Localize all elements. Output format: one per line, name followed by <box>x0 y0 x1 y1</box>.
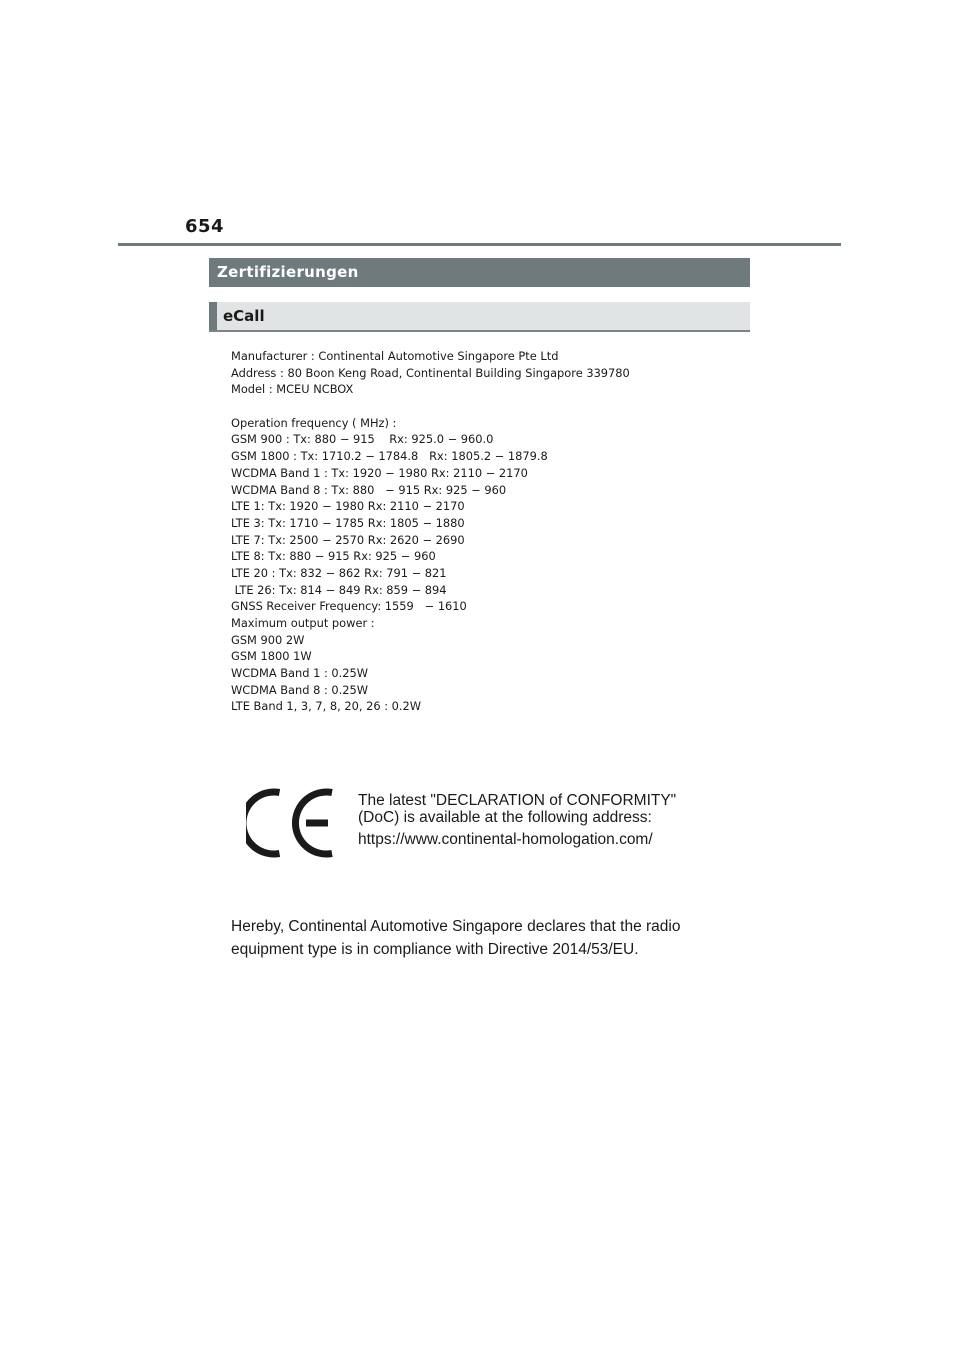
spec-list <box>231 348 751 715</box>
subsection-marker <box>209 302 217 330</box>
spec-line: LTE 20 : Tx: 832 − 862 Rx: 791 − 821 <box>231 565 447 580</box>
spec-line: GSM 900 : Tx: 880 − 915 Rx: 925.0 − 960.0 <box>231 432 494 447</box>
subsection-title: eCall <box>223 307 265 325</box>
spec-line <box>231 398 751 415</box>
declaration-line: Hereby, Continental Automotive Singapore declares that the radio <box>231 918 681 935</box>
spec-line: GSM 1800 1W <box>231 649 312 664</box>
doc-line: (DoC) is available at the following address: <box>358 808 652 826</box>
spec-line: LTE 26: Tx: 814 − 849 Rx: 859 − 894 <box>231 582 447 597</box>
spec-line: Maximum output power : <box>231 616 375 630</box>
spec-line: WCDMA Band 8 : Tx: 880 − 915 Rx: 925 − 960 <box>231 482 507 497</box>
spec-line: LTE 1: Tx: 1920 − 1980 Rx: 2110 − 2170 <box>231 499 465 514</box>
page-number: 654 <box>185 216 225 237</box>
spec-line: WCDMA Band 1 : 0.25W <box>231 666 369 681</box>
spec-line: Model : MCEU NCBOX <box>231 382 354 397</box>
spec-line: Operation frequency ( MHz) : <box>231 415 397 430</box>
spec-line: Address : 80 Boon Keng Road, Continental Building Singapore 339780 <box>231 365 630 380</box>
declaration-text <box>231 915 751 961</box>
ce-mark-icon <box>246 786 336 860</box>
spec-line: LTE 8: Tx: 880 − 915 Rx: 925 − 960 <box>231 549 436 564</box>
header-rule <box>118 243 841 246</box>
spec-line: GNSS Receiver Frequency: 1559 − 1610 <box>231 599 467 614</box>
subsection-heading <box>209 302 750 332</box>
spec-line: LTE Band 1, 3, 7, 8, 20, 26 : 0.2W <box>231 699 422 714</box>
spec-line: WCDMA Band 1 : Tx: 1920 − 1980 Rx: 2110 − 2170 <box>231 465 528 480</box>
spec-line: LTE 7: Tx: 2500 − 2570 Rx: 2620 − 2690 <box>231 532 465 547</box>
doc-notice <box>358 793 718 849</box>
spec-line: LTE 3: Tx: 1710 − 1785 Rx: 1805 − 1880 <box>231 515 465 530</box>
section-heading: Zertifizierungen <box>209 258 750 287</box>
spec-line: Manufacturer : Continental Automotive Singapore Pte Ltd <box>231 349 559 363</box>
doc-url: https://www.continental-homologation.com/ <box>358 831 653 848</box>
declaration-line: equipment type is in compliance with Directive 2014/53/EU. <box>231 941 639 958</box>
spec-line: GSM 1800 : Tx: 1710.2 − 1784.8 Rx: 1805.2 − 1879.8 <box>231 449 548 464</box>
doc-line: The latest "DECLARATION of CONFORMITY" <box>358 792 677 809</box>
spec-line: WCDMA Band 8 : 0.25W <box>231 682 369 697</box>
spec-line: GSM 900 2W <box>231 632 305 647</box>
